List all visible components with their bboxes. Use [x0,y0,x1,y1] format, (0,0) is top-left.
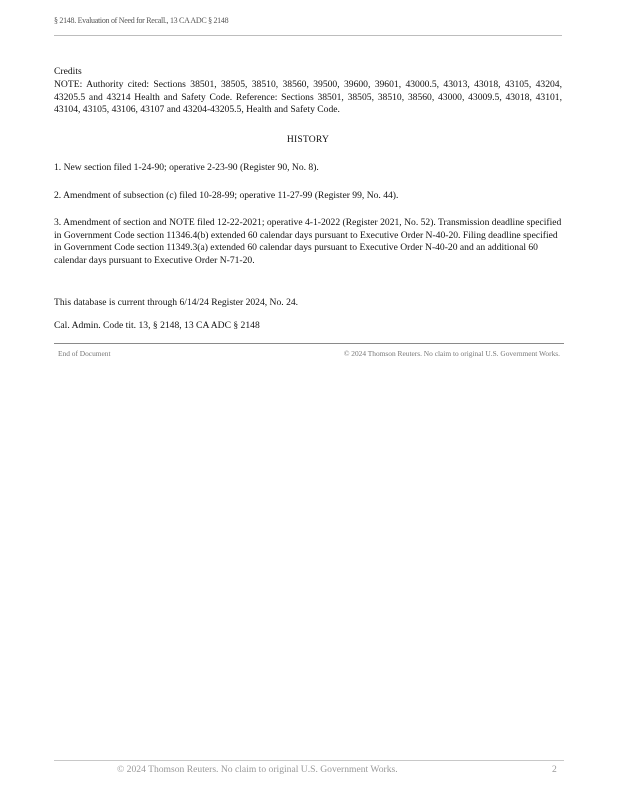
history-entry-3: 3. Amendment of section and NOTE filed 12-22-2021; operative 4-1-2022 (Register 2021, No. 52). Transmission deadline specified in Government Code section 11346.4(b) extended 60 calendar days pursuant to Executive Order N-40-20. Filing deadline specified in Government Code section 11349.3(a) extended 60 calendar days pursuant to Executive Order N-40-20 and an additional 60 calendar days pursuant to Executive Order N-71-20. [54,217,562,266]
credits-heading: Credits [54,66,82,77]
end-of-document-divider [54,343,564,344]
end-of-document-label: End of Document [58,349,111,358]
running-header: § 2148. Evaluation of Need for Recall., 13 CA ADC § 2148 [54,16,229,25]
footer-divider [54,760,564,761]
end-of-document-copyright: © 2024 Thomson Reuters. No claim to original U.S. Government Works. [343,349,560,358]
header-divider [54,35,562,36]
page-number: 2 [552,764,557,775]
history-heading: HISTORY [286,134,330,145]
history-entry-1: 1. New section filed 1-24-90; operative 2-23-90 (Register 90, No. 8). [54,162,319,173]
history-entry-2: 2. Amendment of subsection (c) filed 10-28-99; operative 11-27-99 (Register 99, No. 44). [54,190,399,201]
document-citation: Cal. Admin. Code tit. 13, § 2148, 13 CA ADC § 2148 [54,320,260,331]
database-status: This database is current through 6/14/24 Register 2024, No. 24. [54,297,299,308]
footer-copyright: © 2024 Thomson Reuters. No claim to original U.S. Government Works. [117,764,398,775]
credits-note: NOTE: Authority cited: Sections 38501, 38505, 38510, 38560, 39500, 39600, 39601, 43000.5, 43013, 43018, 43105, 43204, 43205.5 and 43214 Health and Safety Code. Reference: Sections 38501, 38505, 38510, 38560, 43000, 43009.5, 43018, 43101, 43104, 43105, 43106, 43107 and 43204-43205.5, Health and Safety Code. [54,79,562,115]
